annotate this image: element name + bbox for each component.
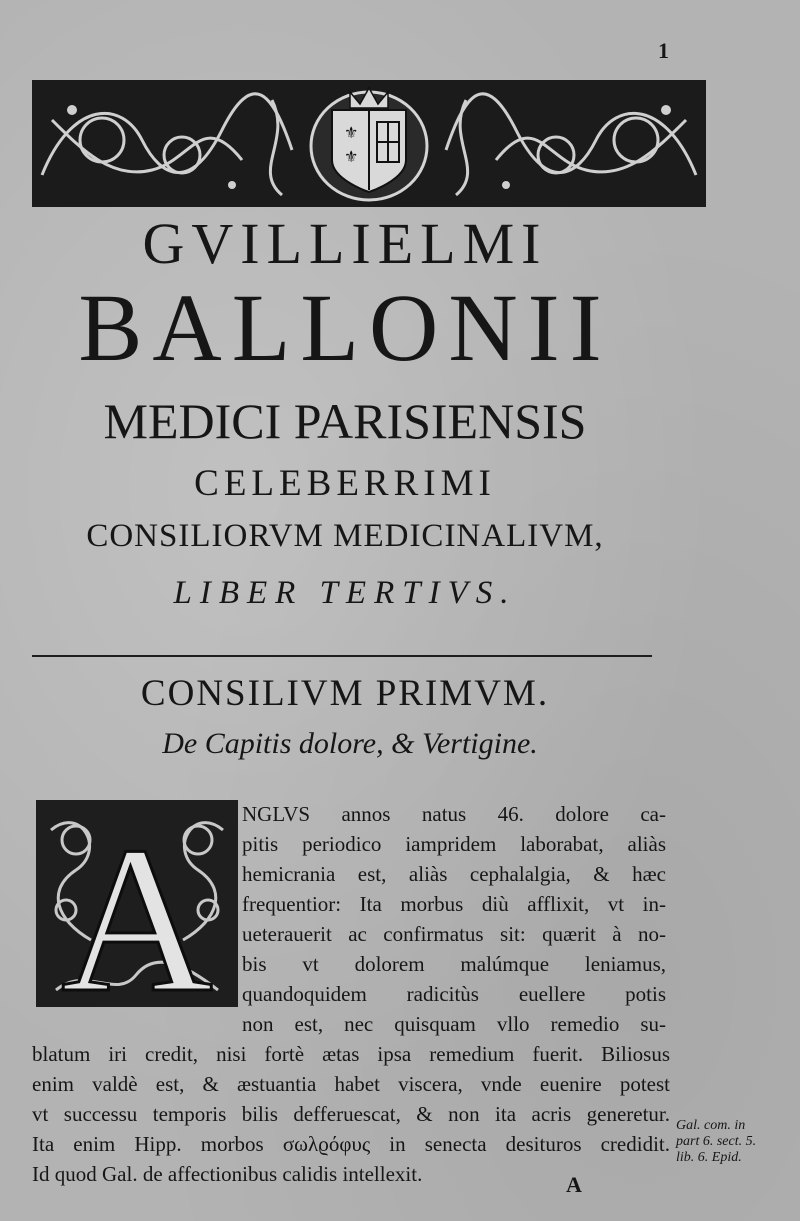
title-line-2: BALLONII xyxy=(78,274,612,381)
ornamental-headpiece xyxy=(32,80,706,207)
margin-note-line-3: lib. 6. Epid. xyxy=(676,1150,742,1165)
title-line-3: MEDICI PARISIENSIS xyxy=(103,393,587,449)
body-line-13: Id quod Gal. de affectionibus calidis intellexit. xyxy=(32,1162,423,1186)
body-line-4: frequentior: Ita morbus diù afflixit, vt in- xyxy=(242,892,666,916)
title-line-4: CELEBERRIMI xyxy=(194,463,496,504)
body-line-2: pitis periodico iampridem laborabat, aliàs xyxy=(242,832,666,856)
decorated-initial xyxy=(36,800,238,1007)
svg-text:⚜: ⚜ xyxy=(344,147,359,166)
svg-text:⚜: ⚜ xyxy=(344,123,359,142)
catchword: A xyxy=(566,1172,582,1197)
body-line-6: bis vt dolorem malúmque leniamus, xyxy=(242,952,666,976)
body-line-8: non est, nec quisquam vllo remedio su- xyxy=(242,1012,666,1036)
page-number: 1 xyxy=(658,38,669,63)
body-line-11: vt successu temporis bilis defferuescat, & non ita acris generetur. xyxy=(32,1102,670,1126)
consilium-subheading: De Capitis dolore, & Vertigine. xyxy=(162,727,538,760)
body-line-7: quandoquidem radicitùs euellere potis xyxy=(242,982,666,1006)
initial-letter: A xyxy=(61,804,213,1007)
horizontal-rule xyxy=(32,655,652,657)
title-line-6: LIBER TERTIVS. xyxy=(173,575,517,611)
body-line-9: blatum iri credit, nisi fortè ætas ipsa remedium fuerit. Biliosus xyxy=(32,1042,670,1066)
body-line-3: hemicrania est, aliàs cephalalgia, & hæc xyxy=(242,862,666,886)
margin-note-line-2: part 6. sect. 5. xyxy=(676,1134,757,1149)
consilium-heading: CONSILIVM PRIMVM. xyxy=(140,673,550,714)
margin-note-line-1: Gal. com. in xyxy=(676,1118,746,1133)
title-line-5: CONSILIORVM MEDICINALIVM, xyxy=(86,518,604,554)
body-line-1: NGLVS annos natus 46. dolore ca- xyxy=(242,802,666,826)
body-line-5: ueterauerit ac confirmatus sit: quærit à no- xyxy=(242,922,666,946)
body-line-12: Ita enim Hipp. morbos σωλϱόφυς in senecta desituros credidit. xyxy=(32,1132,670,1156)
title-line-1: GVILLIELMI xyxy=(142,211,548,276)
body-line-10: enim valdè est, & æstuantia habet viscera, vnde euenire potest xyxy=(32,1072,670,1096)
